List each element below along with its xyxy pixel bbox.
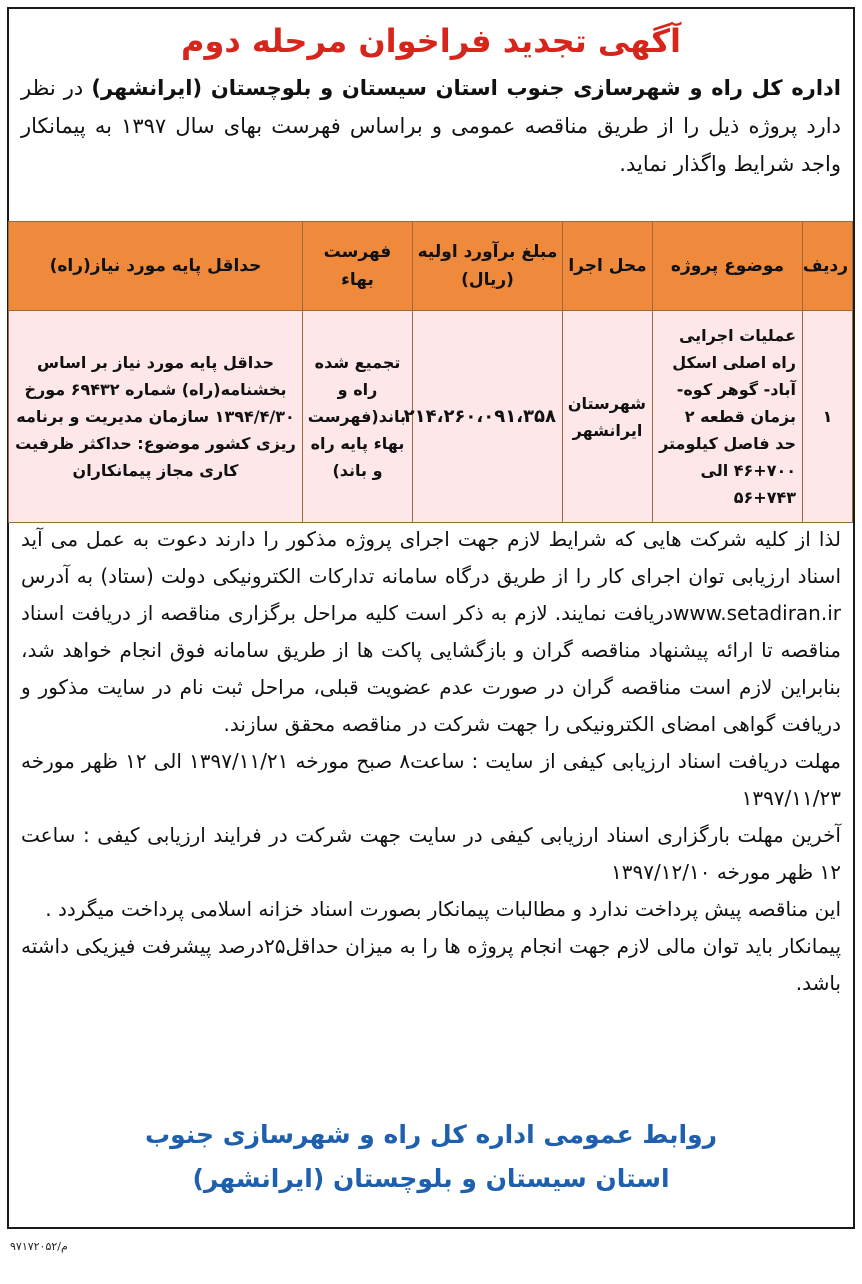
paragraph-upload-deadline: آخرین مهلت بارگزاری اسناد ارزیابی کیفی در سایت جهت شرکت در فرایند ارزیابی کیفی : ساعت ۱۲ ظهر مورخه ۱۳۹۷/۱۲/۱۰ xyxy=(21,823,841,884)
intro-org: اداره کل راه و شهرسازی جنوب استان سیستان و بلوچستان (ایرانشهر) xyxy=(91,76,841,100)
header-grade: حداقل پایه مورد نیاز(راه) xyxy=(9,222,303,311)
cell-row-number: ۱ xyxy=(803,311,853,523)
cell-estimate: ۲۱۴،۲۶۰،۰۹۱،۳۵۸ xyxy=(413,311,563,523)
intro-paragraph xyxy=(21,69,841,183)
paragraph-receive-deadline: مهلت دریافت اسناد ارزیابی کیفی از سایت : ساعت۸ صبح مورخه ۱۳۹۷/۱۱/۲۱ الی ۱۲ ظهر مورخه ۱۳۹۷/۱۱/۲۳ xyxy=(21,749,842,810)
table-row xyxy=(9,311,853,523)
cell-location: شهرستان ایرانشهر xyxy=(563,311,653,523)
table-header-row xyxy=(9,222,853,311)
footer-line-2: استان سیستان و بلوچستان (ایرانشهر) xyxy=(192,1164,670,1193)
header-subject: موضوع پروژه xyxy=(653,222,803,311)
body-text xyxy=(21,521,841,1002)
cell-subject: عملیات اجرایی راه اصلی اسکل آباد- گوهر کوه- بزمان قطعه ۲ حد فاصل کیلومتر ۷۰۰+۴۶ الی ۷۴۳+۵۶ xyxy=(653,311,803,523)
header-pricelist: فهرست بهاء xyxy=(303,222,413,311)
footer-line-1: روابط عمومی اداره کل راه و شهرسازی جنوب xyxy=(144,1120,718,1149)
header-estimate: مبلغ برآورد اولیه (ریال) xyxy=(413,222,563,311)
tender-table xyxy=(8,221,853,523)
intro-rest: در نظر دارد پروژه ذیل را از طریق مناقصه عمومی و براساس فهرست بهای سال ۱۳۹۷ به پیمانکار واجد شرایط واگذار نماید. xyxy=(21,76,841,176)
ad-title: آگهی تجدید فراخوان مرحله دوم xyxy=(181,22,681,60)
paragraph-financial: پیمانکار باید توان مالی لازم جهت انجام پروژه ها را به میزان حداقل۲۵درصد پیشرفت فیزیکی داشته باشد. xyxy=(21,934,842,995)
cell-pricelist: تجمیع شده راه و باند(فهرست بهاء پایه راه و باند) xyxy=(303,311,413,523)
header-row-number: ردیف xyxy=(803,222,853,311)
header-location: محل اجرا xyxy=(563,222,653,311)
footer xyxy=(9,1113,853,1201)
paragraph-invitation: لذا از کلیه شرکت هایی که شرایط لازم جهت اجرای پروژه مذکور را دارند دعوت به عمل می آید اسناد ارزیابی توان اجرای کار را از طریق درگاه سامانه تدارکات الکترونیکی دولت (ستاد) به آدرس www.setadiran.irدریافت نمایند. لازم به ذکر است کلیه مراحل برگزاری مناقصه از دریافت اسناد مناقصه تا ارائه پیشنهاد مناقصه گران و بازگشایی پاکت ها از طریق سامانه فوق انجام خواهد شد، بنابراین لازم است مناقصه گران در صورت عدم عضویت قبلی، مراحل ثبت نام در سایت مذکور و دریافت گواهی امضای الکترونیکی را جهت شرکت در مناقصه محقق سازند. xyxy=(21,527,841,736)
paragraph-payment: این مناقصه پیش پرداخت ندارد و مطالبات پیمانکار بصورت اسناد خزانه اسلامی پرداخت میگردد . xyxy=(45,897,841,921)
ad-code: م/۹۷۱۷۲۰۵۲ xyxy=(10,1240,68,1253)
cell-grade: حداقل پایه مورد نیاز بر اساس بخشنامه(راه) شماره ۶۹۴۳۲ مورخ ۱۳۹۴/۴/۳۰ سازمان مدیریت و برنامه ریزی کشور موضوع: حداکثر ظرفیت کاری مجاز پیمانکاران xyxy=(9,311,303,523)
ad-frame xyxy=(7,7,855,1229)
